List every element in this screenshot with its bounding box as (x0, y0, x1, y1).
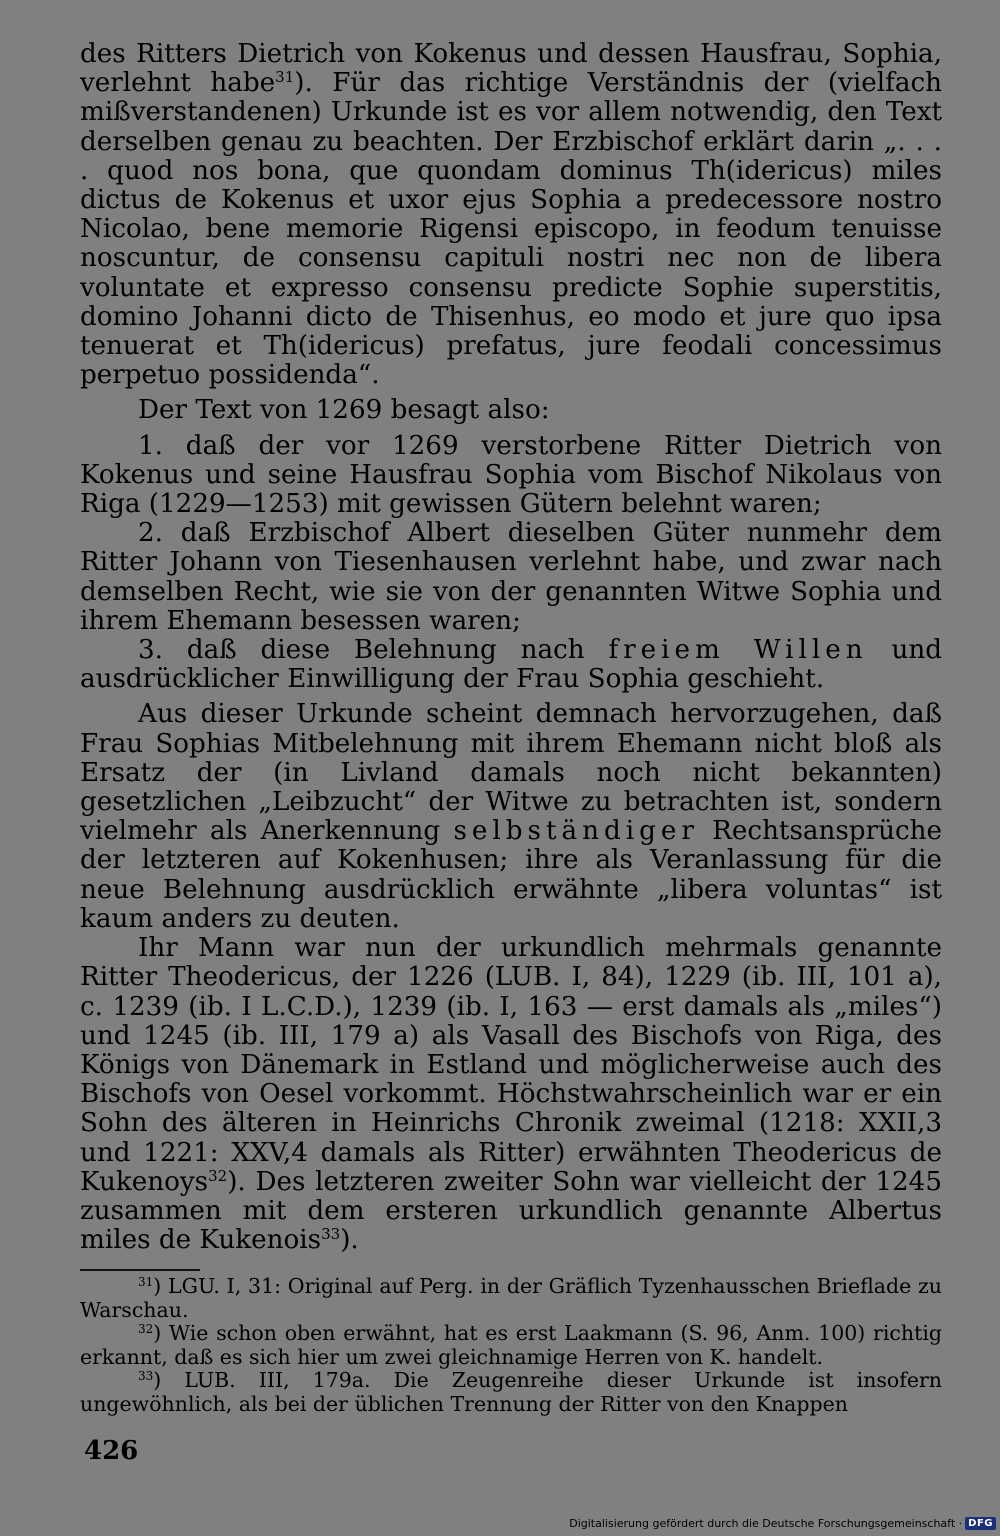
paragraph (80, 934, 942, 1255)
paragraph (80, 700, 942, 934)
footnote (80, 1275, 942, 1322)
list-item (80, 519, 942, 636)
text-run: und ausdrücklicher Einwilligung der Frau Sophia geschieht. (80, 635, 943, 695)
text-run: ). Für das richtige Verständnis der (vielfach mißverstandenen) Urkunde ist es vor allem notwendig, den Text derselben genau zu beachten. Der Erzbischof erklärt darin „. . . . quod nos bona, que quondam dominus Th(idericus) miles dictus de Kokenus et uxor ejus Sophia a predecessore nostro Nicolao, bene memorie Rigensi episcopo, in feodum tenuisse noscuntur, de consensu capituli nostri nec non de libera voluntate et expresso consensu predicte Sophie superstitis, domino Johanni dicto de Thisenhus, eo modo et jure quo ipsa tenuerat et Th(idericus) prefatus, jure feodali concessimus perpetuo possidenda“. (80, 68, 942, 391)
digitization-credit (569, 1513, 996, 1533)
text-run: Rechtsansprüche der letzteren auf Kokenhusen; ihre als Veranlassung für die neue Belehnung ausdrücklich erwähnte „libera voluntas“ ist kaum anders zu deuten. (80, 816, 942, 934)
text-run: ). Des letzteren zweiter Sohn war vielleicht der 1245 zusammen mit dem ersteren urkundlich genannte Albertus miles de Kukenois (80, 1166, 942, 1256)
text-run: des Ritters Dietrich von Kokenus und dessen Hausfrau, Sophia, verlehnt habe (80, 39, 942, 99)
text-run: ) LUB. III, 179a. Die Zeugenreihe dieser Urkunde ist insofern ungewöhnlich, als bei der üblichen Trennung der Ritter von den Knappen (80, 1368, 942, 1416)
footnote-ref: 31 (138, 1275, 154, 1290)
dfg-logo: DFG (965, 1517, 996, 1530)
credit-text: Digitalisierung gefördert durch die Deutsche Forschungsgemeinschaft · (569, 1516, 963, 1530)
text-run: ) Wie schon oben erwähnt, hat es erst Laakmann (S. 96, Anm. 100) richtig erkannt, daß es sich hier um zwei gleichnamige Herren von K. handelt. (80, 1321, 942, 1369)
footnote (80, 1322, 942, 1369)
footnote (80, 1369, 942, 1416)
text-run: Aus dieser Urkunde scheint demnach hervorzugehen, daß Frau Sophias Mitbelehnung mit ihrem Ehemann nicht bloß als Ersatz der (in Livland damals noch nicht bekannten) gesetzlichen „Leibzucht“ der Witwe zu betrachten ist, sondern vielmehr als Anerkennung (80, 699, 942, 847)
footnote-ref: 32 (208, 1166, 228, 1185)
paragraph (80, 396, 942, 425)
text-run: Der Text von 1269 besagt also: (138, 395, 550, 426)
paragraph (80, 40, 942, 390)
footnote-ref: 31 (275, 68, 295, 87)
list-item (80, 432, 942, 520)
document-page (80, 40, 942, 1416)
footnote-divider (80, 1269, 200, 1271)
footnote-ref: 33 (321, 1225, 341, 1244)
text-run: 2. daß Erzbischof Albert dieselben Güter nunmehr dem Ritter Johann von Tiesenhausen verlehnt habe, und zwar nach demselben Recht, wie sie von der genannten Witwe Sophia und ihrem Ehemann besessen waren; (80, 518, 942, 636)
list-item (80, 636, 942, 694)
page-number: 426 (84, 1436, 139, 1466)
footnote-ref: 32 (138, 1322, 154, 1337)
text-run: Ihr Mann war nun der urkundlich mehrmals genannte Ritter Theodericus, der 1226 (LUB. I, 84), 1229 (ib. III, 101 a), c. 1239 (ib. I L.C.D.), 1239 (ib. I, 163 — erst damals als „miles“) und 1245 (ib. III, 179 a) als Vasall des Bischofs von Riga, des Königs von Dänemark in Estland und möglicherweise auch des Bischofs von Oesel vorkommt. Höchstwahrscheinlich war er ein Sohn des älteren in Heinrichs Chronik zweimal (1218: XXII,3 und 1221: XXV,4 damals als Ritter) erwähnten Theodericus de Kukenoys (80, 933, 942, 1197)
text-run: 3. daß diese Belehnung nach (138, 635, 609, 666)
emphasis-spaced: freiem Willen (608, 635, 868, 666)
text-run: 1. daß der vor 1269 verstorbene Ritter Dietrich von Kokenus und seine Hausfrau Sophia vom Bischof Nikolaus von Riga (1229—1253) mit gewissen Gütern belehnt waren; (80, 430, 942, 520)
footnote-ref: 33 (138, 1369, 154, 1384)
text-run: ) LGU. I, 31: Original auf Perg. in der Gräflich Tyzenhausschen Brieflade zu Warschau. (80, 1274, 942, 1322)
emphasis-spaced: selbständiger (453, 816, 699, 847)
text-run: ). (340, 1225, 359, 1256)
